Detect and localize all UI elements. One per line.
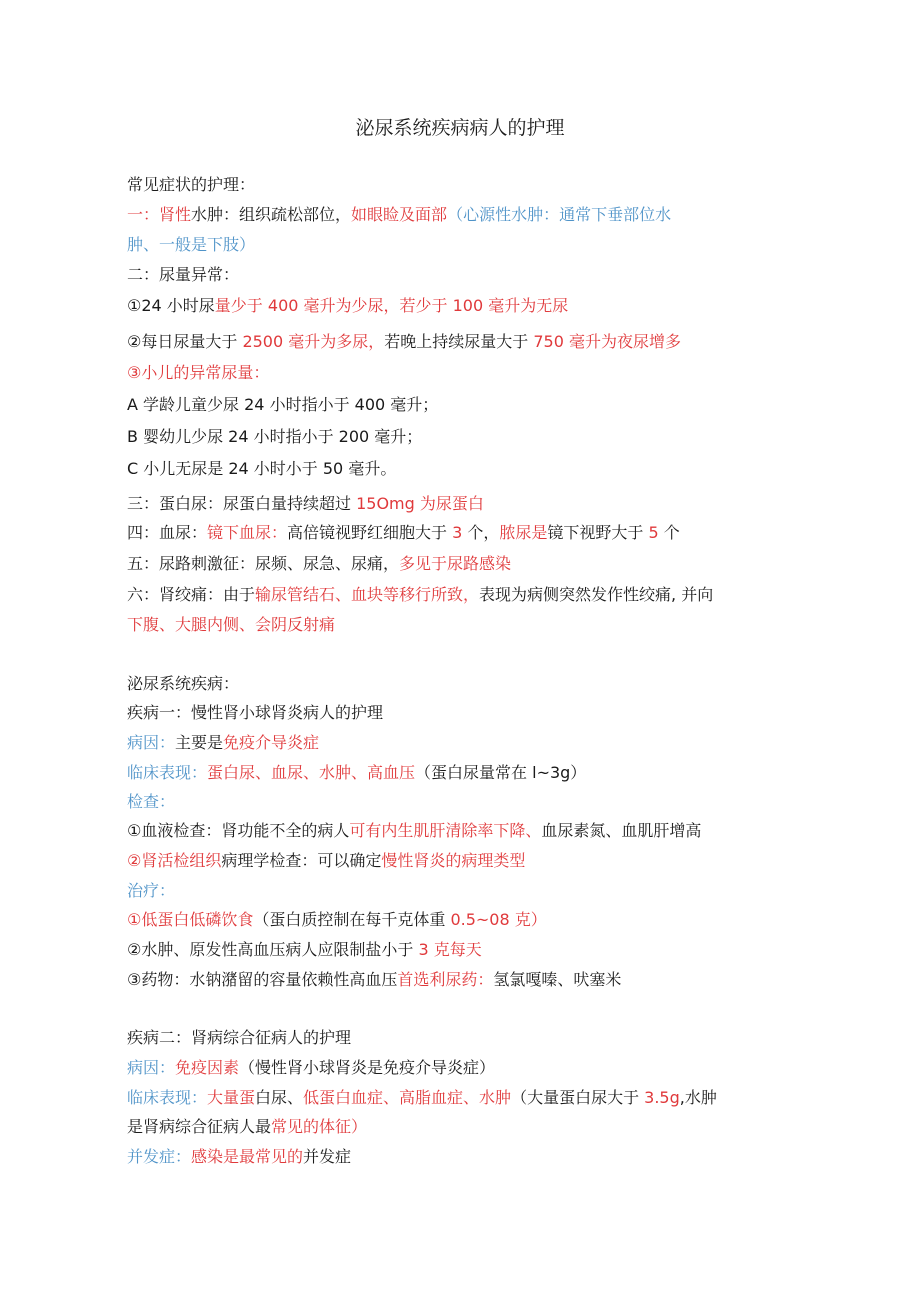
text-segment: A 学龄儿童少尿 24 小时指小于 400 毫升； (127, 395, 439, 414)
text-segment: 病因： (127, 1058, 176, 1077)
text-segment: （蛋白尿量常在 l~3g） (415, 763, 587, 782)
text-segment: 氢氯嘎嗪、吠塞米 (493, 970, 622, 989)
text-segment: 六：肾绞痛：由于 (127, 585, 256, 604)
text-line-disease2-clinical1 (127, 1087, 817, 1109)
text-segment: 免疫因素 (175, 1058, 240, 1077)
text-segment: ②每日尿量大于 (127, 332, 243, 351)
text-segment: 脓尿是 (499, 523, 548, 542)
text-segment: 慢性肾炎的病理类型 (381, 851, 526, 870)
text-segment: 15Omg 为尿蛋白 (356, 494, 484, 513)
text-segment: 常见的体征） (271, 1117, 368, 1136)
text-segment: 多见于尿路感染 (399, 554, 512, 573)
text-segment: 表现为病侧突然发作性绞痛, 并向 (479, 585, 714, 604)
text-segment: 量少于 400 毫升为少尿，若少于 100 毫升为无尿 (214, 296, 569, 315)
text-segment: 2500 毫升为多尿， (242, 332, 385, 351)
text-segment: 水肿：组织疏松部位， (191, 205, 352, 224)
text-segment: ①24 小时尿 (127, 296, 215, 315)
text-segment: 白尿、 (255, 1088, 304, 1107)
text-line-irritation (127, 553, 817, 575)
text-segment: 常见症状的护理： (127, 175, 256, 194)
text-line-disease1-exam-heading (127, 791, 817, 813)
text-segment: 镜下血尿： (207, 523, 288, 542)
text-segment: 3.5g (644, 1088, 680, 1107)
text-segment: 750 毫升为夜尿增多 (533, 332, 681, 351)
text-line-edema-line1 (127, 204, 817, 226)
text-segment: 疾病二：肾病综合征病人的护理 (127, 1028, 352, 1047)
text-segment: 5 (648, 523, 659, 542)
text-line-disease1-treat3 (127, 969, 817, 991)
text-segment: 感染是最常见的 (191, 1147, 304, 1166)
text-segment: ③药物：水钠潴留的容量依赖性高血压 (127, 970, 398, 989)
text-line-disease1-cause (127, 732, 817, 754)
text-line-colic-line2 (127, 614, 817, 636)
text-segment: ①低蛋白低磷饮食 (127, 910, 254, 929)
text-segment: （心源性水肿：通常下垂部位水 (447, 205, 672, 224)
text-segment: 3 (452, 523, 463, 542)
text-segment: 个 (658, 523, 680, 542)
text-line-hematuria (127, 522, 817, 544)
text-segment: 3 克每天 (418, 940, 482, 959)
text-segment: 0.5~08 克） (450, 910, 547, 929)
text-line-disease2-title (127, 1027, 817, 1049)
text-line-disease1-treat1 (127, 909, 817, 931)
text-segment: 镜下视野大于 (547, 523, 649, 542)
text-segment: 首选利尿药： (397, 970, 494, 989)
text-line-disease1-exam1 (127, 820, 817, 842)
text-line-disease2-complication (127, 1146, 817, 1168)
text-segment: 低蛋白血症、高脂血症、水肿 (303, 1088, 512, 1107)
text-segment: 并发症 (303, 1147, 352, 1166)
text-segment: ③小儿的异常尿量： (127, 363, 270, 382)
text-line-section2-heading (127, 673, 817, 695)
text-segment: 五：尿路刺激征：尿频、尿急、尿痛， (127, 554, 400, 573)
text-line-disease1-clinical (127, 762, 817, 784)
text-segment: 若晚上持续尿量大于 (384, 332, 534, 351)
text-segment: ,水肿 (679, 1088, 717, 1107)
text-segment: 蛋白尿、血尿、水肿、高血压 (207, 763, 416, 782)
text-line-child-b (127, 426, 817, 448)
text-line-child-c (127, 458, 817, 480)
text-line-disease1-exam2 (127, 850, 817, 872)
text-segment: 肾性 (159, 205, 192, 224)
text-segment: 大量蛋 (207, 1088, 256, 1107)
text-segment: （慢性肾小球肾炎是免疫介导炎症） (239, 1058, 496, 1077)
text-segment: 临床表现： (127, 1088, 208, 1107)
text-segment: 检查： (127, 792, 176, 811)
text-line-urine-abnormal-heading (127, 264, 817, 286)
text-segment: 血尿素氮、血肌肝增高 (541, 821, 702, 840)
text-segment: 治疗： (127, 881, 176, 900)
text-segment: 个， (462, 523, 500, 542)
text-segment: 是肾病综合征病人最 (127, 1117, 272, 1136)
text-segment: B 婴幼儿少尿 24 小时指小于 200 毫升； (127, 427, 423, 446)
text-segment: （大量蛋白尿大于 (511, 1088, 645, 1107)
text-segment: ②肾活检组织 (127, 851, 222, 870)
text-segment: 输尿管结石、血块等移行所致， (255, 585, 480, 604)
text-line-disease2-clinical2 (127, 1116, 817, 1138)
text-line-colic-line1 (127, 584, 817, 606)
text-line-disease1-treat2 (127, 939, 817, 961)
text-segment: 如眼睑及面部 (351, 205, 448, 224)
text-line-urine-item1 (127, 295, 817, 317)
text-segment: 临床表现： (127, 763, 208, 782)
text-segment: C 小儿无尿是 24 小时小于 50 毫升。 (127, 459, 397, 478)
text-segment: 肿、一般是下肢） (127, 235, 256, 254)
text-line-disease1-title (127, 702, 817, 724)
text-segment: 可有内生肌肝清除率下降、 (349, 821, 542, 840)
text-line-section1-heading (127, 174, 817, 196)
text-segment: 病因： (127, 733, 176, 752)
text-segment: 三：蛋白尿：尿蛋白量持续超过 (127, 494, 357, 513)
page-title: 泌尿系统疾病病人的护理 (355, 117, 565, 139)
text-segment: 泌尿系统疾病： (127, 674, 240, 693)
text-segment: 四：血尿： (127, 523, 208, 542)
text-line-disease2-cause (127, 1057, 817, 1079)
text-segment: 免疫介导炎症 (223, 733, 320, 752)
text-segment: （蛋白质控制在每千克体重 (253, 910, 451, 929)
text-segment: 下腹、大腿内侧、会阴反射痛 (127, 615, 336, 634)
text-segment: ②水肿、原发性高血压病人应限制盐小于 (127, 940, 419, 959)
text-segment: 病理学检查：可以确定 (221, 851, 382, 870)
text-segment: 高倍镜视野红细胞大于 (287, 523, 453, 542)
text-segment: 并发症： (127, 1147, 192, 1166)
text-line-proteinuria (127, 493, 817, 515)
text-segment: 主要是 (175, 733, 224, 752)
text-line-urine-item3 (127, 362, 817, 384)
text-line-disease1-treat-heading (127, 880, 817, 902)
text-line-urine-item2 (127, 331, 817, 353)
text-segment: 疾病一：慢性肾小球肾炎病人的护理 (127, 703, 384, 722)
text-line-child-a (127, 394, 817, 416)
text-segment: ①血液检查：肾功能不全的病人 (127, 821, 350, 840)
text-segment: 一： (127, 205, 160, 224)
text-segment: 二：尿量异常： (127, 265, 240, 284)
text-line-edema-line2 (127, 234, 817, 256)
